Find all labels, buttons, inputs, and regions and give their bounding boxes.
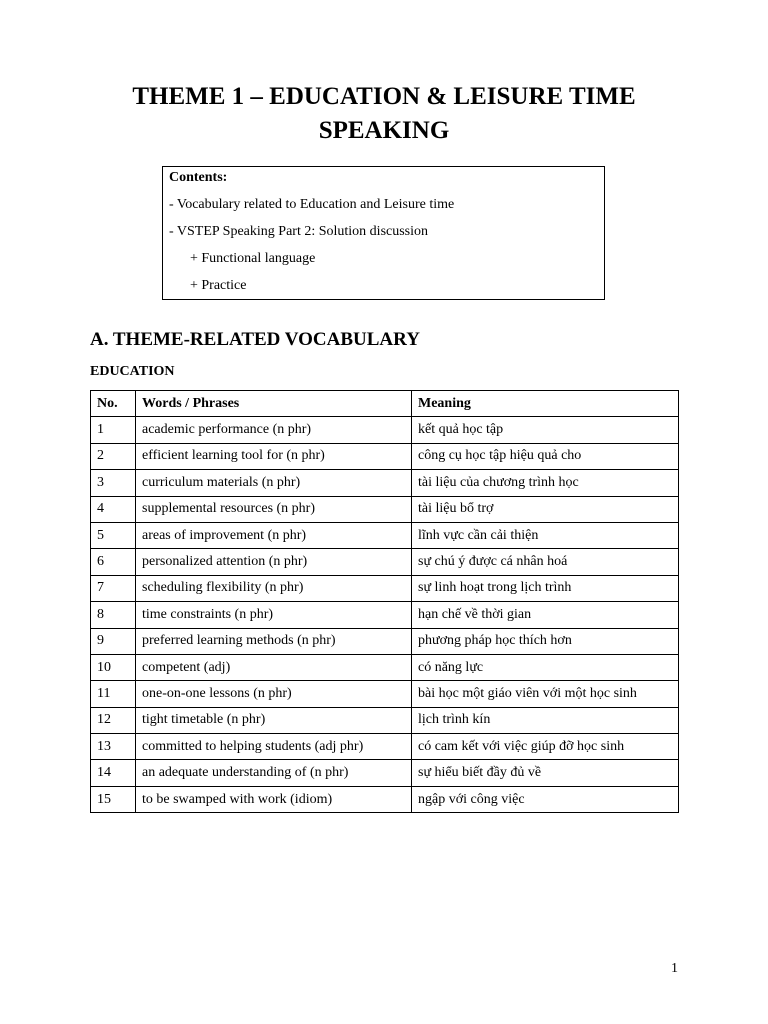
table-header-row [91,391,679,417]
cell-number: 10 [91,654,136,680]
cell-number: 12 [91,707,136,733]
table-row [91,760,679,786]
contents-subitem: + Practice [190,278,247,293]
cell-meaning: lĩnh vực cần cải thiện [412,522,679,548]
contents-subitem: + Functional language [190,251,316,266]
table-row [91,602,679,628]
cell-word-phrase: tight timetable (n phr) [136,707,412,733]
header-meaning: Meaning [412,391,679,417]
cell-word-phrase: efficient learning tool for (n phr) [136,443,412,469]
vocabulary-table [90,390,679,813]
cell-word-phrase: to be swamped with work (idiom) [136,786,412,812]
cell-meaning: bài học một giáo viên với một học sinh [412,681,679,707]
cell-word-phrase: personalized attention (n phr) [136,549,412,575]
contents-box [162,166,605,300]
table-row [91,443,679,469]
cell-meaning: sự linh hoạt trong lịch trình [412,575,679,601]
cell-number: 13 [91,734,136,760]
cell-number: 3 [91,470,136,496]
section-heading: A. THEME-RELATED VOCABULARY [90,329,420,350]
table-row [91,786,679,812]
cell-meaning: tài liệu bổ trợ [412,496,679,522]
table-row [91,470,679,496]
cell-meaning: công cụ học tập hiệu quả cho [412,443,679,469]
cell-word-phrase: supplemental resources (n phr) [136,496,412,522]
cell-number: 5 [91,522,136,548]
contents-item: - Vocabulary related to Education and Leisure time [169,197,455,212]
cell-meaning: kết quả học tập [412,417,679,443]
cell-number: 15 [91,786,136,812]
page-number: 1 [671,961,678,976]
table-row [91,707,679,733]
header-words-phrases: Words / Phrases [136,391,412,417]
header-no: No. [91,391,136,417]
cell-meaning: sự chú ý được cá nhân hoá [412,549,679,575]
cell-number: 11 [91,681,136,707]
cell-word-phrase: curriculum materials (n phr) [136,470,412,496]
cell-meaning: có năng lực [412,654,679,680]
cell-word-phrase: preferred learning methods (n phr) [136,628,412,654]
contents-item: - VSTEP Speaking Part 2: Solution discussion [169,224,429,239]
table-row [91,734,679,760]
cell-word-phrase: academic performance (n phr) [136,417,412,443]
table-row [91,575,679,601]
cell-word-phrase: time constraints (n phr) [136,602,412,628]
cell-meaning: ngập với công việc [412,786,679,812]
cell-meaning: sự hiểu biết đầy đủ về [412,760,679,786]
contents-heading: Contents: [169,170,228,185]
cell-number: 6 [91,549,136,575]
cell-meaning: phương pháp học thích hơn [412,628,679,654]
subsection-heading: EDUCATION [90,364,175,379]
cell-word-phrase: scheduling flexibility (n phr) [136,575,412,601]
cell-number: 8 [91,602,136,628]
cell-meaning: lịch trình kín [412,707,679,733]
table-row [91,628,679,654]
cell-word-phrase: committed to helping students (adj phr) [136,734,412,760]
table-row [91,681,679,707]
cell-meaning: tài liệu của chương trình học [412,470,679,496]
cell-number: 1 [91,417,136,443]
cell-number: 4 [91,496,136,522]
cell-word-phrase: one-on-one lessons (n phr) [136,681,412,707]
table-row [91,522,679,548]
cell-meaning: có cam kết với việc giúp đỡ học sinh [412,734,679,760]
cell-word-phrase: areas of improvement (n phr) [136,522,412,548]
cell-number: 2 [91,443,136,469]
cell-meaning: hạn chế về thời gian [412,602,679,628]
cell-number: 7 [91,575,136,601]
cell-word-phrase: an adequate understanding of (n phr) [136,760,412,786]
table-row [91,654,679,680]
title-line-2: SPEAKING [318,117,450,144]
table-row [91,496,679,522]
cell-number: 9 [91,628,136,654]
table-row [91,549,679,575]
cell-number: 14 [91,760,136,786]
table-row [91,417,679,443]
title-line-1: THEME 1 – EDUCATION & LEISURE TIME [132,83,636,110]
cell-word-phrase: competent (adj) [136,654,412,680]
